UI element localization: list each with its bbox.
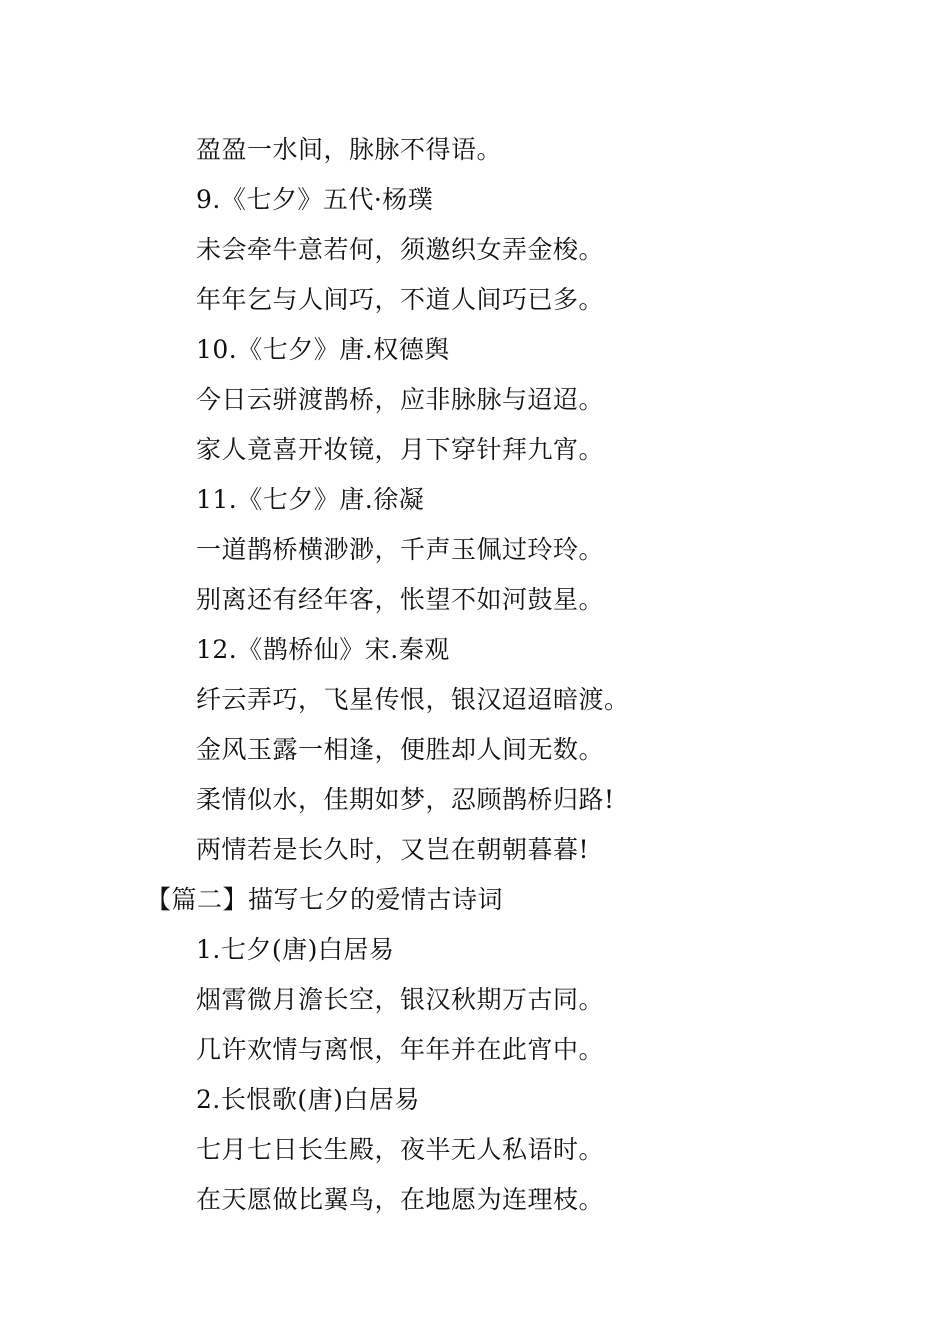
verse-line: 金风玉露一相逢，便胜却人间无数。: [196, 735, 605, 764]
verse-line: 纤云弄巧，飞星传恨，银汉迢迢暗渡。: [196, 685, 630, 714]
verse-line: 今日云骈渡鹊桥，应非脉脉与迢迢。: [196, 385, 605, 414]
poem-title: 11.《七夕》唐.徐凝: [196, 485, 425, 514]
poem-title: 9.《七夕》五代·杨璞: [196, 185, 434, 214]
verse-line: 两情若是长久时，又岂在朝朝暮暮!: [196, 835, 590, 864]
verse-line: 盈盈一水间，脉脉不得语。: [196, 135, 503, 164]
poem-title: 2.长恨歌(唐)白居易: [196, 1085, 420, 1114]
verse-line: 柔情似水，佳期如梦，忍顾鹊桥归路!: [196, 785, 615, 814]
poem-title: 12.《鹊桥仙》宋.秦观: [196, 635, 450, 664]
verse-line: 七月七日长生殿，夜半无人私语时。: [196, 1135, 605, 1164]
verse-line: 一道鹊桥横渺渺，千声玉佩过玲玲。: [196, 535, 605, 564]
verse-line: 在天愿做比翼鸟，在地愿为连理枝。: [196, 1185, 605, 1214]
poem-title: 10.《七夕》唐.权德舆: [196, 335, 450, 364]
verse-line: 烟霄微月澹长空，银汉秋期万古同。: [196, 985, 605, 1014]
verse-line: 几许欢情与离恨，年年并在此宵中。: [196, 1035, 605, 1064]
verse-line: 别离还有经年客，怅望不如河鼓星。: [196, 585, 605, 614]
poem-title: 1.七夕(唐)白居易: [196, 935, 395, 964]
section-heading: 【篇二】描写七夕的爱情古诗词: [146, 885, 504, 914]
verse-line: 家人竟喜开妆镜，月下穿针拜九宵。: [196, 435, 605, 464]
verse-line: 未会牵牛意若何，须邀织女弄金梭。: [196, 235, 605, 264]
verse-line: 年年乞与人间巧，不道人间巧已多。: [196, 285, 605, 314]
